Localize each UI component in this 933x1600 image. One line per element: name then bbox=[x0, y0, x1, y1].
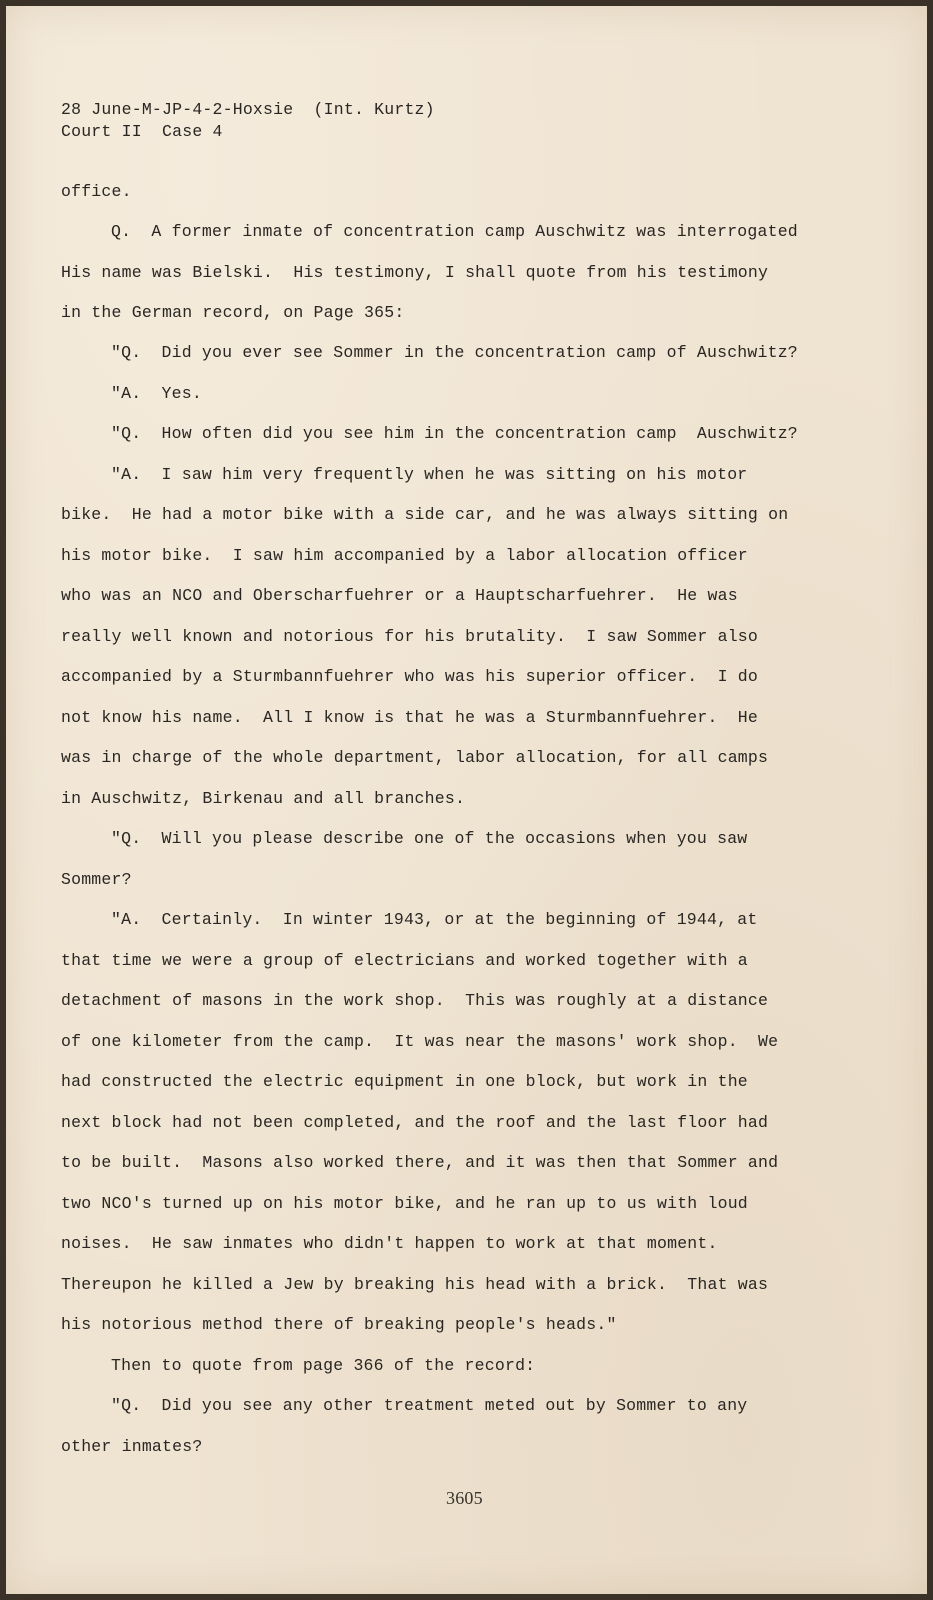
text-line: had constructed the electric equipment in one block, but work in the bbox=[61, 1072, 748, 1091]
text-line: "A. Certainly. In winter 1943, or at the beginning of 1944, at bbox=[111, 910, 758, 929]
text-line: next block had not been completed, and the roof and the last floor had bbox=[61, 1113, 769, 1132]
text-line: really well known and notorious for his brutality. I saw Sommer also bbox=[61, 627, 759, 646]
text-line: other inmates? bbox=[61, 1437, 203, 1456]
text-line: Thereupon he killed a Jew by breaking his head with a brick. That was bbox=[61, 1275, 769, 1294]
text-line: Q. A former inmate of concentration camp Auschwitz was interrogated bbox=[111, 222, 798, 241]
text-line: was in charge of the whole department, labor allocation, for all camps bbox=[61, 748, 769, 767]
text-line: accompanied by a Sturmbannfuehrer who was his superior officer. I do bbox=[61, 667, 759, 686]
text-line: detachment of masons in the work shop. This was roughly at a distance bbox=[61, 991, 769, 1010]
text-line: his motor bike. I saw him accompanied by a labor allocation officer bbox=[61, 546, 748, 565]
header-line-2: Court II Case 4 bbox=[61, 122, 223, 141]
text-line: of one kilometer from the camp. It was near the masons' work shop. We bbox=[61, 1032, 779, 1051]
document-page bbox=[6, 6, 927, 1594]
text-line: in Auschwitz, Birkenau and all branches. bbox=[61, 789, 466, 808]
text-line: "Q. Did you see any other treatment meted out by Sommer to any bbox=[111, 1396, 748, 1415]
text-line: two NCO's turned up on his motor bike, and he ran up to us with loud bbox=[61, 1194, 748, 1213]
text-line: not know his name. All I know is that he was a Sturmbannfuehrer. He bbox=[61, 708, 759, 727]
page-number: 3605 bbox=[446, 1488, 483, 1508]
text-line: "A. Yes. bbox=[111, 384, 202, 403]
text-line: "A. I saw him very frequently when he was sitting on his motor bbox=[111, 465, 748, 484]
text-line: noises. He saw inmates who didn't happen to work at that moment. bbox=[61, 1234, 718, 1253]
text-line: in the German record, on Page 365: bbox=[61, 303, 405, 322]
text-line: "Q. Will you please describe one of the occasions when you saw bbox=[111, 829, 748, 848]
text-line: his notorious method there of breaking people's heads." bbox=[61, 1315, 617, 1334]
text-line: that time we were a group of electricians and worked together with a bbox=[61, 951, 748, 970]
text-line: "Q. How often did you see him in the concentration camp Auschwitz? bbox=[111, 424, 798, 443]
text-line: to be built. Masons also worked there, and it was then that Sommer and bbox=[61, 1153, 779, 1172]
text-line: His name was Bielski. His testimony, I shall quote from his testimony bbox=[61, 263, 769, 282]
text-line: office. bbox=[61, 182, 132, 201]
text-line: who was an NCO and Oberscharfuehrer or a Hauptscharfuehrer. He was bbox=[61, 586, 738, 605]
text-line: Then to quote from page 366 of the record: bbox=[111, 1356, 536, 1375]
header-line-1: 28 June-M-JP-4-2-Hoxsie (Int. Kurtz) bbox=[61, 100, 435, 119]
text-line: "Q. Did you ever see Sommer in the concentration camp of Auschwitz? bbox=[111, 343, 798, 362]
text-line: bike. He had a motor bike with a side car, and he was always sitting on bbox=[61, 505, 789, 524]
text-line: Sommer? bbox=[61, 870, 132, 889]
